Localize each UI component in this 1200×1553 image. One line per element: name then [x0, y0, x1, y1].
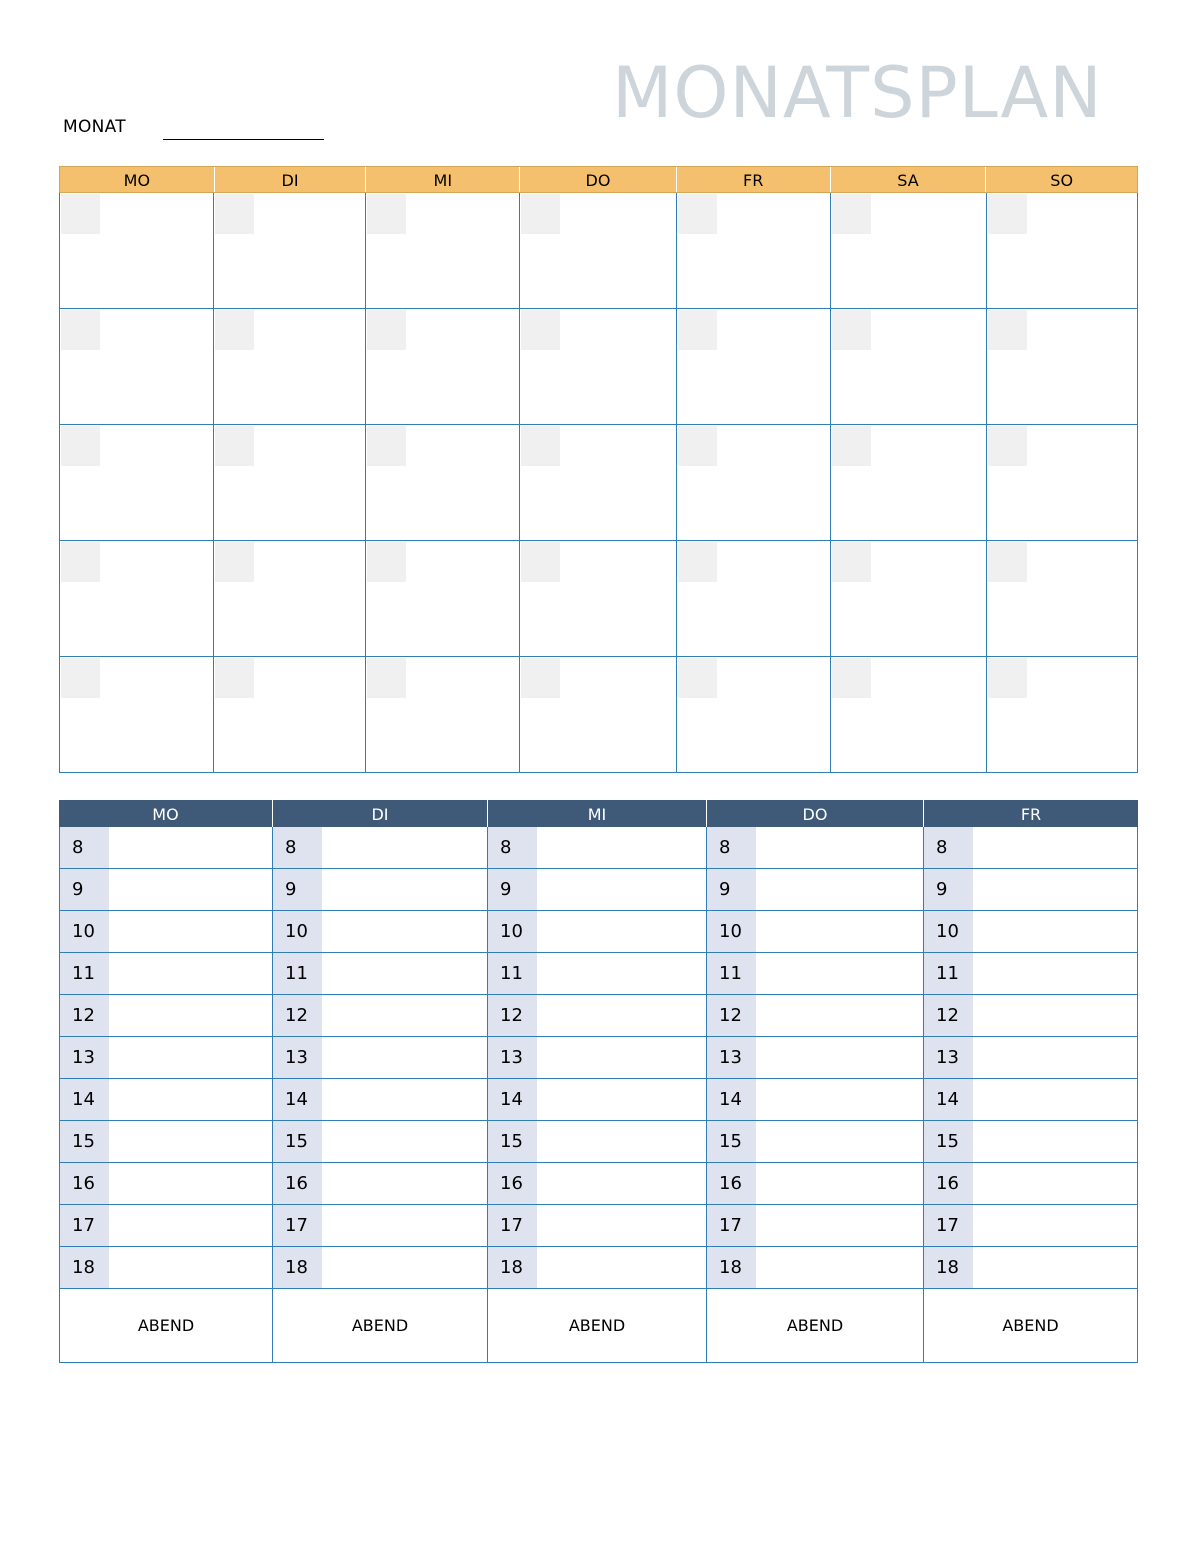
evening-cell[interactable]: ABEND [924, 1289, 1138, 1363]
month-day-cell[interactable] [214, 541, 366, 657]
hour-cell [273, 869, 488, 911]
week-day-header: FR [1020, 805, 1042, 824]
month-day-header: SA [831, 167, 987, 192]
time-slot[interactable] [322, 995, 487, 1036]
time-slot[interactable] [973, 1247, 1137, 1288]
hour-label: 17 [488, 1205, 537, 1246]
time-slot[interactable] [109, 1079, 272, 1120]
time-slot[interactable] [322, 1079, 487, 1120]
time-slot[interactable] [973, 827, 1137, 868]
hour-cell [488, 1079, 707, 1121]
hour-label: 11 [488, 953, 537, 994]
hour-label: 12 [488, 995, 537, 1036]
hour-cell [707, 1121, 924, 1163]
date-number-box[interactable] [367, 194, 406, 234]
time-slot[interactable] [756, 869, 923, 910]
date-number-box[interactable] [61, 542, 100, 582]
time-slot[interactable] [973, 1037, 1137, 1078]
time-slot[interactable] [537, 1247, 706, 1288]
time-slot[interactable] [756, 1247, 923, 1288]
date-number-box[interactable] [215, 426, 254, 466]
hour-cell [488, 953, 707, 995]
hour-cell [273, 953, 488, 995]
hour-label: 9 [488, 869, 537, 910]
month-day-cell[interactable] [60, 309, 214, 425]
date-number-box[interactable] [215, 542, 254, 582]
hour-label: 8 [924, 827, 973, 868]
date-number-box[interactable] [678, 658, 717, 698]
week-day-header: DO [707, 800, 924, 827]
date-number-box[interactable] [61, 194, 100, 234]
hour-label: 16 [924, 1163, 973, 1204]
month-day-cell[interactable] [366, 309, 520, 425]
date-number-box[interactable] [61, 310, 100, 350]
hour-label: 10 [488, 911, 537, 952]
month-day-cell[interactable] [60, 657, 214, 773]
hour-row [60, 827, 1138, 869]
hour-label: 10 [707, 911, 756, 952]
date-number-box[interactable] [988, 194, 1027, 234]
time-slot[interactable] [756, 995, 923, 1036]
month-day-cell[interactable] [831, 309, 987, 425]
time-slot[interactable] [537, 827, 706, 868]
evening-cell[interactable]: ABEND [273, 1289, 488, 1363]
hour-label: 12 [273, 995, 322, 1036]
date-number-box[interactable] [367, 542, 406, 582]
date-number-box[interactable] [832, 194, 871, 234]
hour-cell [707, 1079, 924, 1121]
hour-cell [707, 869, 924, 911]
hour-cell [924, 995, 1138, 1037]
time-slot[interactable] [973, 1205, 1137, 1246]
month-day-cell[interactable] [677, 657, 831, 773]
hour-label: 15 [707, 1121, 756, 1162]
hour-label: 18 [273, 1247, 322, 1288]
month-day-cell[interactable] [987, 425, 1138, 541]
hour-cell [273, 827, 488, 869]
hour-label: 15 [488, 1121, 537, 1162]
time-slot[interactable] [322, 1121, 487, 1162]
week-schedule-body [59, 827, 1138, 1363]
hour-label: 10 [924, 911, 973, 952]
hour-label: 10 [273, 911, 322, 952]
hour-label: 18 [60, 1247, 109, 1288]
hour-cell [60, 827, 273, 869]
hour-label: 15 [924, 1121, 973, 1162]
date-number-box[interactable] [521, 426, 560, 466]
month-calendar-body [59, 193, 1138, 773]
hour-cell [273, 911, 488, 953]
time-slot[interactable] [322, 911, 487, 952]
month-day-header: DO [520, 167, 677, 192]
time-slot[interactable] [537, 1163, 706, 1204]
time-slot[interactable] [537, 1205, 706, 1246]
evening-row [60, 1289, 1138, 1363]
hour-label: 13 [924, 1037, 973, 1078]
hour-cell [488, 1247, 707, 1289]
evening-cell[interactable]: ABEND [707, 1289, 924, 1363]
month-day-header: SO [1050, 171, 1074, 190]
time-slot[interactable] [537, 869, 706, 910]
hour-cell [707, 827, 924, 869]
hour-label: 14 [707, 1079, 756, 1120]
time-slot[interactable] [756, 1079, 923, 1120]
time-slot[interactable] [322, 1247, 487, 1288]
month-day-cell[interactable] [987, 541, 1138, 657]
week-day-header: MI [488, 800, 707, 827]
hour-label: 8 [707, 827, 756, 868]
time-slot[interactable] [322, 1037, 487, 1078]
hour-cell [488, 1121, 707, 1163]
hour-cell [707, 995, 924, 1037]
month-day-cell[interactable] [987, 309, 1138, 425]
date-number-box[interactable] [521, 310, 560, 350]
week-day-header: DI [273, 800, 488, 827]
hour-label: 12 [707, 995, 756, 1036]
time-slot[interactable] [973, 995, 1137, 1036]
time-slot[interactable] [973, 1163, 1137, 1204]
month-week-row [60, 541, 1138, 657]
hour-cell [488, 995, 707, 1037]
month-day-header: MO [60, 167, 215, 192]
date-number-box[interactable] [678, 426, 717, 466]
date-number-box[interactable] [215, 194, 254, 234]
hour-cell [488, 869, 707, 911]
evening-cell[interactable]: ABEND [488, 1289, 707, 1363]
time-slot[interactable] [756, 1121, 923, 1162]
month-week-row [60, 657, 1138, 773]
hour-label: 11 [924, 953, 973, 994]
hour-cell [273, 1079, 488, 1121]
month-day-cell[interactable] [677, 309, 831, 425]
month-day-cell[interactable] [520, 657, 677, 773]
month-day-cell[interactable] [520, 541, 677, 657]
hour-row [60, 911, 1138, 953]
time-slot[interactable] [973, 1121, 1137, 1162]
hour-label: 13 [488, 1037, 537, 1078]
month-day-cell[interactable] [520, 193, 677, 309]
month-day-cell[interactable] [987, 193, 1138, 309]
time-slot[interactable] [756, 911, 923, 952]
hour-cell [924, 1037, 1138, 1079]
hour-cell [488, 1037, 707, 1079]
month-calendar-header [59, 166, 1138, 193]
hour-cell [60, 911, 273, 953]
month-calendar [59, 166, 1138, 773]
hour-label: 16 [273, 1163, 322, 1204]
time-slot[interactable] [322, 827, 487, 868]
hour-row [60, 995, 1138, 1037]
date-number-box[interactable] [678, 542, 717, 582]
month-day-cell[interactable] [366, 541, 520, 657]
hour-label: 15 [273, 1121, 322, 1162]
month-week-row [60, 425, 1138, 541]
hour-label: 17 [273, 1205, 322, 1246]
hour-cell [707, 1205, 924, 1247]
month-day-cell[interactable] [214, 193, 366, 309]
hour-row [60, 1205, 1138, 1247]
hour-label: 12 [60, 995, 109, 1036]
hour-label: 15 [60, 1121, 109, 1162]
hour-cell [273, 1247, 488, 1289]
time-slot[interactable] [973, 869, 1137, 910]
date-number-box[interactable] [61, 658, 100, 698]
time-slot[interactable] [109, 1037, 272, 1078]
hour-label: 16 [60, 1163, 109, 1204]
hour-label: 17 [60, 1205, 109, 1246]
hour-cell [924, 1079, 1138, 1121]
time-slot[interactable] [322, 1205, 487, 1246]
time-slot[interactable] [109, 1247, 272, 1288]
month-day-cell[interactable] [60, 425, 214, 541]
hour-cell [924, 1121, 1138, 1163]
hour-row [60, 1121, 1138, 1163]
time-slot[interactable] [109, 1121, 272, 1162]
time-slot[interactable] [537, 953, 706, 994]
hour-cell [488, 911, 707, 953]
date-number-box[interactable] [832, 658, 871, 698]
time-slot[interactable] [756, 827, 923, 868]
month-day-cell[interactable] [60, 541, 214, 657]
evening-cell[interactable]: ABEND [60, 1289, 273, 1363]
time-slot[interactable] [109, 995, 272, 1036]
month-day-cell[interactable] [520, 425, 677, 541]
hour-label: 13 [60, 1037, 109, 1078]
hour-cell [707, 1163, 924, 1205]
hour-label: 18 [924, 1247, 973, 1288]
hour-cell [60, 1205, 273, 1247]
month-day-cell[interactable] [520, 309, 677, 425]
hour-cell [707, 1247, 924, 1289]
time-slot[interactable] [322, 869, 487, 910]
hour-cell [924, 953, 1138, 995]
month-day-cell[interactable] [366, 193, 520, 309]
week-schedule [59, 800, 1138, 1363]
hour-label: 8 [60, 827, 109, 868]
hour-cell [60, 1037, 273, 1079]
hour-label: 16 [707, 1163, 756, 1204]
hour-cell [273, 1163, 488, 1205]
hour-label: 9 [273, 869, 322, 910]
hour-cell [60, 1079, 273, 1121]
hour-cell [924, 1205, 1138, 1247]
date-number-box[interactable] [988, 658, 1027, 698]
time-slot[interactable] [109, 827, 272, 868]
month-day-cell[interactable] [214, 425, 366, 541]
hour-cell [60, 1121, 273, 1163]
date-number-box[interactable] [832, 310, 871, 350]
month-day-header: DI [215, 167, 367, 192]
date-number-box[interactable] [521, 542, 560, 582]
date-number-box[interactable] [832, 542, 871, 582]
hour-row [60, 1163, 1138, 1205]
month-day-cell[interactable] [831, 425, 987, 541]
time-slot[interactable] [109, 953, 272, 994]
hour-cell [273, 1121, 488, 1163]
date-number-box[interactable] [215, 310, 254, 350]
month-day-cell[interactable] [831, 657, 987, 773]
time-slot[interactable] [322, 1163, 487, 1204]
date-number-box[interactable] [367, 426, 406, 466]
hour-row [60, 1079, 1138, 1121]
month-day-header: MI [366, 167, 520, 192]
hour-label: 8 [273, 827, 322, 868]
month-day-cell[interactable] [987, 657, 1138, 773]
hour-cell [60, 1247, 273, 1289]
time-slot[interactable] [973, 911, 1137, 952]
hour-row [60, 953, 1138, 995]
hour-label: 9 [924, 869, 973, 910]
month-day-cell[interactable] [677, 425, 831, 541]
hour-label: 14 [60, 1079, 109, 1120]
week-day-header: MO [59, 800, 273, 827]
hour-label: 9 [60, 869, 109, 910]
time-slot[interactable] [973, 1079, 1137, 1120]
time-slot[interactable] [109, 911, 272, 952]
hour-label: 11 [273, 953, 322, 994]
hour-cell [924, 1163, 1138, 1205]
hour-label: 17 [924, 1205, 973, 1246]
time-slot[interactable] [756, 953, 923, 994]
hour-cell [60, 995, 273, 1037]
hour-label: 14 [924, 1079, 973, 1120]
time-slot[interactable] [756, 1163, 923, 1204]
time-slot[interactable] [537, 995, 706, 1036]
hour-cell [707, 911, 924, 953]
hour-cell [488, 1205, 707, 1247]
hour-label: 8 [488, 827, 537, 868]
date-number-box[interactable] [678, 310, 717, 350]
date-number-box[interactable] [521, 658, 560, 698]
date-number-box[interactable] [367, 310, 406, 350]
hour-label: 13 [707, 1037, 756, 1078]
month-day-cell[interactable] [831, 193, 987, 309]
date-number-box[interactable] [678, 194, 717, 234]
hour-cell [273, 995, 488, 1037]
hour-cell [707, 953, 924, 995]
hour-cell [60, 1163, 273, 1205]
month-day-header: FR [677, 167, 831, 192]
time-slot[interactable] [537, 1037, 706, 1078]
hour-label: 13 [273, 1037, 322, 1078]
hour-label: 16 [488, 1163, 537, 1204]
month-week-row [60, 309, 1138, 425]
hour-cell [488, 1163, 707, 1205]
hour-label: 18 [488, 1247, 537, 1288]
hour-cell [924, 1247, 1138, 1289]
time-slot[interactable] [109, 869, 272, 910]
hour-cell [273, 1037, 488, 1079]
month-day-cell[interactable] [214, 657, 366, 773]
hour-cell [924, 911, 1138, 953]
date-number-box[interactable] [832, 426, 871, 466]
hour-label: 9 [707, 869, 756, 910]
month-day-cell[interactable] [831, 541, 987, 657]
hour-cell [707, 1037, 924, 1079]
month-day-cell[interactable] [366, 425, 520, 541]
time-slot[interactable] [537, 1121, 706, 1162]
date-number-box[interactable] [988, 310, 1027, 350]
hour-label: 18 [707, 1247, 756, 1288]
date-number-box[interactable] [61, 426, 100, 466]
time-slot[interactable] [109, 1163, 272, 1204]
hour-cell [488, 827, 707, 869]
hour-label: 10 [60, 911, 109, 952]
hour-row [60, 1037, 1138, 1079]
hour-label: 17 [707, 1205, 756, 1246]
page-title: MONATSPLAN [612, 52, 1103, 134]
date-number-box[interactable] [215, 658, 254, 698]
time-slot[interactable] [537, 911, 706, 952]
month-day-cell[interactable] [677, 541, 831, 657]
hour-cell [273, 1205, 488, 1247]
time-slot[interactable] [322, 953, 487, 994]
time-slot[interactable] [537, 1079, 706, 1120]
month-day-cell[interactable] [366, 657, 520, 773]
month-week-row [60, 193, 1138, 309]
time-slot[interactable] [756, 1205, 923, 1246]
month-day-cell[interactable] [677, 193, 831, 309]
date-number-box[interactable] [988, 542, 1027, 582]
week-schedule-header [59, 800, 1138, 827]
date-number-box[interactable] [521, 194, 560, 234]
date-number-box[interactable] [367, 658, 406, 698]
hour-label: 11 [60, 953, 109, 994]
hour-cell [60, 869, 273, 911]
hour-label: 14 [273, 1079, 322, 1120]
time-slot[interactable] [109, 1205, 272, 1246]
time-slot[interactable] [756, 1037, 923, 1078]
hour-label: 12 [924, 995, 973, 1036]
month-field[interactable] [163, 139, 324, 140]
hour-label: 14 [488, 1079, 537, 1120]
hour-cell [924, 827, 1138, 869]
month-day-cell[interactable] [60, 193, 214, 309]
time-slot[interactable] [973, 953, 1137, 994]
hour-label: 11 [707, 953, 756, 994]
month-day-cell[interactable] [214, 309, 366, 425]
hour-row [60, 869, 1138, 911]
hour-row [60, 1247, 1138, 1289]
hour-cell [924, 869, 1138, 911]
month-label: MONAT [63, 117, 126, 137]
hour-cell [60, 953, 273, 995]
date-number-box[interactable] [988, 426, 1027, 466]
